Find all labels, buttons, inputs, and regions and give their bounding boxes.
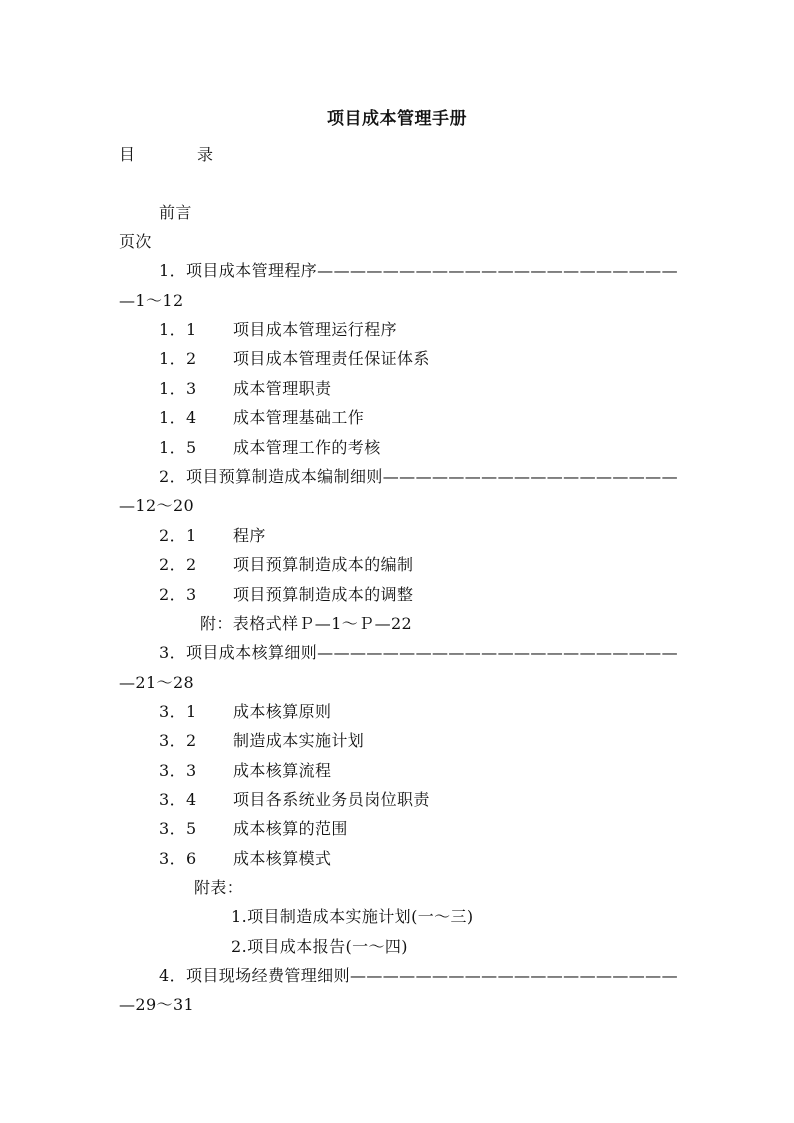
chapter-2-head: 2．项目预算制造成本编制细则—————————————————— <box>159 467 678 486</box>
chapter-2-appendix: 附：表格式样Ｐ—1～Ｐ—22 <box>200 614 413 633</box>
section-text: 成本核算的范围 <box>233 819 348 838</box>
section-3-4 <box>159 789 430 811</box>
document-title: 项目成本管理手册 <box>327 109 467 129</box>
section-number: 2．2 <box>159 555 197 574</box>
chapter-1-head: 1．项目成本管理程序—————————————————————— <box>159 261 678 280</box>
section-number: 1．2 <box>159 349 197 368</box>
section-3-2 <box>159 730 364 752</box>
section-number: 2．3 <box>159 585 197 604</box>
section-number: 3．4 <box>159 790 197 809</box>
preface: 前言 <box>159 203 192 222</box>
section-text: 项目各系统业务员岗位职责 <box>233 790 430 809</box>
chapter-4-head: 4．项目现场经费管理细则———————————————————— <box>159 966 678 985</box>
chapter-3-head: 3．项目成本核算细则—————————————————————— <box>159 643 678 662</box>
section-text: 成本管理职责 <box>233 379 332 398</box>
section-1-4 <box>159 407 364 429</box>
section-3-5 <box>159 818 348 840</box>
section-number: 1．3 <box>159 379 197 398</box>
toc-heading-left: 目 <box>119 145 136 164</box>
section-text: 成本核算原则 <box>233 702 332 721</box>
section-1-5 <box>159 437 381 459</box>
section-number: 2．1 <box>159 526 197 545</box>
section-2-2 <box>159 554 413 576</box>
section-number: 3．3 <box>159 761 197 780</box>
section-text: 成本管理工作的考核 <box>233 438 381 457</box>
section-text: 成本核算流程 <box>233 761 332 780</box>
section-text: 项目成本管理运行程序 <box>233 320 398 339</box>
section-3-6 <box>159 848 331 870</box>
section-number: 1．4 <box>159 408 197 427</box>
section-number: 1．1 <box>159 320 197 339</box>
section-number: 3．2 <box>159 731 197 750</box>
section-text: 项目成本管理责任保证体系 <box>233 349 430 368</box>
section-3-1 <box>159 701 331 723</box>
page-label: 页次 <box>119 232 152 251</box>
section-text: 制造成本实施计划 <box>233 731 365 750</box>
toc-heading-right: 录 <box>197 145 214 164</box>
section-text: 成本核算模式 <box>233 849 332 868</box>
chapter-3-appendix-label: 附表： <box>194 878 244 897</box>
section-2-3 <box>159 584 413 606</box>
section-number: 1．5 <box>159 438 197 457</box>
section-text: 成本管理基础工作 <box>233 408 365 427</box>
section-3-3 <box>159 760 331 782</box>
toc-heading-right-wrap <box>197 144 213 166</box>
section-1-2 <box>159 348 430 370</box>
chapter-2-pages: —12～20 <box>119 496 195 515</box>
toc-heading <box>119 144 135 166</box>
section-text: 项目预算制造成本的调整 <box>233 585 414 604</box>
section-2-1 <box>159 525 266 547</box>
chapter-3-pages: —21～28 <box>119 673 195 692</box>
section-1-3 <box>159 378 331 400</box>
chapter-4-pages: —29～31 <box>119 995 195 1014</box>
appendix-item: 1.项目制造成本实施计划(一～三) <box>231 907 474 926</box>
section-text: 项目预算制造成本的编制 <box>233 555 414 574</box>
section-1-1 <box>159 319 397 341</box>
section-text: 程序 <box>233 526 266 545</box>
appendix-item: 2.项目成本报告(一～四) <box>231 937 408 956</box>
section-number: 3．6 <box>159 849 197 868</box>
section-number: 3．1 <box>159 702 197 721</box>
chapter-1-pages: —1～12 <box>119 291 184 310</box>
section-number: 3．5 <box>159 819 197 838</box>
